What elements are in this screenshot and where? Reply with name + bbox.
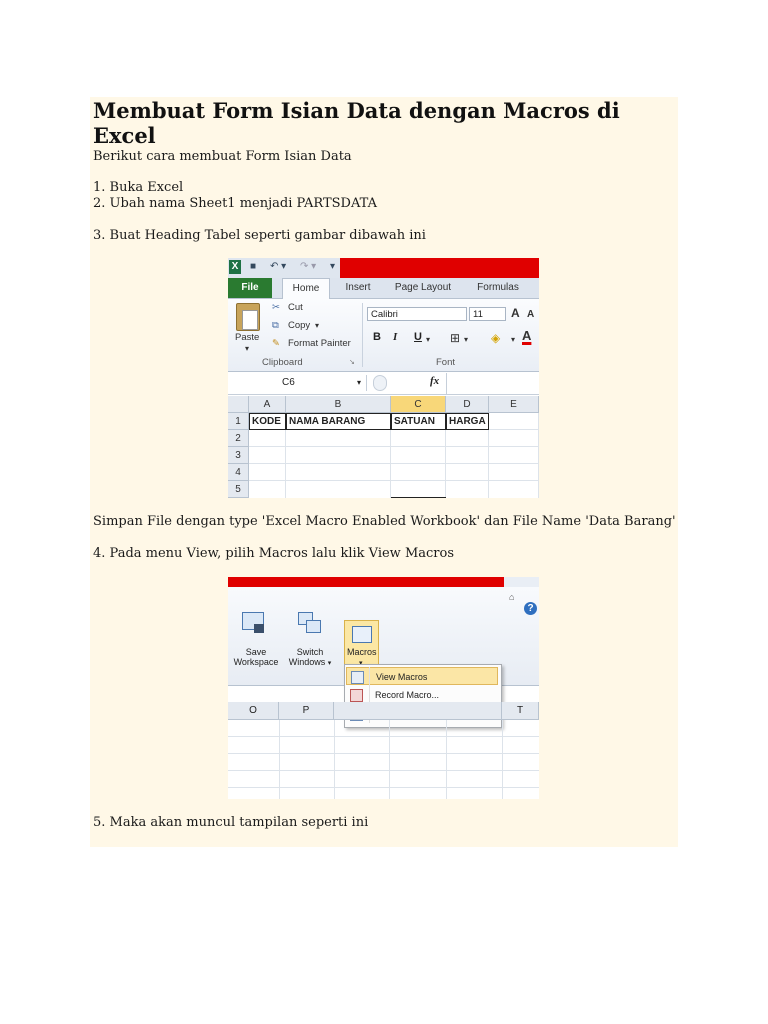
format-painter-icon: ✎ [272, 338, 280, 349]
name-box-dropdown-icon[interactable]: ▾ [357, 378, 362, 387]
bold-button[interactable]: B [373, 331, 381, 343]
title-bar-red [340, 258, 539, 278]
copy-button[interactable]: Copy [288, 320, 311, 331]
tab-insert[interactable]: Insert [345, 282, 371, 293]
gridline [502, 720, 503, 799]
title-bar-red [228, 577, 504, 587]
quick-access-toolbar [228, 258, 539, 278]
cut-button[interactable]: Cut [288, 302, 303, 313]
save-workspace-button[interactable] [228, 647, 284, 667]
save-instruction: Simpan File dengan type 'Excel Macro Enabled Workbook' dan File Name 'Data Barang' [93, 514, 676, 529]
row-header-3[interactable]: 3 [228, 447, 249, 464]
column-a-cells[interactable] [249, 430, 286, 498]
column-header-t[interactable]: T [502, 702, 539, 720]
format-painter-button[interactable]: Format Painter [288, 338, 351, 349]
paste-icon [236, 303, 260, 331]
column-e-cells[interactable] [489, 430, 539, 498]
group-separator [362, 303, 363, 367]
switch-windows-button[interactable] [282, 647, 338, 669]
column-header-hidden[interactable] [334, 702, 502, 720]
borders-icon[interactable]: ⊞ [450, 331, 461, 345]
italic-button[interactable]: I [393, 331, 398, 343]
cell-e1[interactable] [489, 413, 539, 430]
view-macros-icon [351, 671, 364, 684]
copy-icon: ⧉ [272, 320, 279, 331]
font-color-icon[interactable]: A [522, 328, 532, 343]
redo-icon: ↷ ▾ [300, 261, 317, 272]
cell-c1[interactable]: SATUAN [391, 413, 446, 430]
step-5: 5. Maka akan muncul tampilan seperti ini [93, 815, 369, 830]
insert-function-icon[interactable]: fx [430, 375, 440, 387]
excel-logo-icon: X [229, 260, 241, 274]
copy-dropdown-icon[interactable]: ▾ [315, 321, 320, 330]
cell-d1[interactable]: HARGA [446, 413, 489, 430]
sheet-row[interactable] [228, 754, 539, 771]
intro-text: Berikut cara membuat Form Isian Data [93, 149, 352, 164]
view-macros-label: View Macros [376, 672, 428, 682]
font-name-select[interactable]: Calibri [367, 307, 467, 321]
name-box-value: C6 [282, 377, 295, 388]
column-b-cells[interactable] [286, 430, 391, 498]
excel-home-screenshot [228, 258, 539, 498]
paste-dropdown-icon[interactable]: ▾ [245, 344, 250, 353]
step-1: 1. Buka Excel [93, 180, 184, 195]
sheet-row[interactable] [228, 720, 539, 737]
gridline [249, 480, 539, 481]
ribbon-tabs [228, 278, 539, 299]
tab-home[interactable]: Home [282, 278, 330, 300]
cut-icon: ✂ [272, 302, 280, 313]
font-size-select[interactable]: 11 [469, 307, 506, 321]
tab-page-layout[interactable]: Page Layout [394, 282, 452, 293]
record-macro-label: Record Macro... [375, 690, 440, 700]
cell-a1[interactable]: KODE [249, 413, 286, 430]
step-3: 3. Buat Heading Tabel seperti gambar dibawah ini [93, 228, 426, 243]
switch-windows-icon-back [306, 620, 321, 633]
fill-color-icon[interactable]: ◈ [491, 331, 501, 345]
column-header-o[interactable]: O [228, 702, 279, 720]
underline-dropdown-icon[interactable]: ▾ [426, 335, 431, 344]
gridline [279, 720, 280, 799]
sheet-row[interactable] [228, 771, 539, 788]
paste-button[interactable]: Paste [235, 332, 260, 343]
gridline [249, 463, 539, 464]
switch-windows-label: Switch Windows [288, 647, 326, 667]
customize-qat-icon: ▾ [330, 261, 336, 272]
column-header-p[interactable]: P [279, 702, 334, 720]
column-header-d[interactable]: D [446, 396, 489, 413]
shrink-font-icon[interactable]: A [527, 309, 535, 320]
home-ribbon [228, 299, 539, 372]
macros-label: Macros [347, 647, 377, 657]
formula-input-divider [446, 373, 447, 394]
article-title: Membuat Form Isian Data dengan Macros di Excel [93, 98, 620, 148]
step-4: 4. Pada menu View, pilih Macros lalu klik View Macros [93, 546, 454, 561]
minimize-ribbon-icon[interactable]: ⌂ [509, 592, 515, 602]
column-d-cells[interactable] [446, 430, 489, 498]
macros-icon [352, 626, 372, 643]
gridline [389, 720, 390, 799]
window-controls-area [504, 577, 539, 587]
formula-bar [228, 373, 539, 395]
save-disk-icon [254, 624, 264, 633]
formula-bar-handle-icon[interactable] [373, 375, 387, 391]
column-header-a[interactable]: A [249, 396, 286, 413]
record-macro-icon [350, 689, 363, 702]
undo-icon: ↶ ▾ [270, 261, 287, 272]
save-icon: ■ [250, 261, 257, 272]
excel-macros-screenshot [228, 577, 539, 799]
column-header-e[interactable]: E [489, 396, 539, 413]
underline-button[interactable]: U [414, 331, 422, 343]
row-header-4[interactable]: 4 [228, 464, 249, 481]
column-header-c[interactable]: C [391, 396, 446, 413]
tab-formulas[interactable]: Formulas [477, 282, 519, 293]
clipboard-group-label: Clipboard [262, 357, 303, 368]
sheet-row[interactable] [228, 737, 539, 754]
switch-windows-dropdown-icon: ▾ [327, 660, 332, 667]
gridline [446, 720, 447, 799]
cell-b1[interactable]: NAMA BARANG [286, 413, 391, 430]
gridline [249, 446, 539, 447]
borders-dropdown-icon[interactable]: ▾ [464, 335, 469, 344]
tab-file[interactable]: File [228, 278, 272, 298]
help-icon[interactable]: ? [524, 602, 537, 615]
step-2: 2. Ubah nama Sheet1 menjadi PARTSDATA [93, 196, 378, 211]
grow-font-icon[interactable]: A [511, 306, 520, 320]
row-header-1[interactable]: 1 [228, 413, 249, 430]
clipboard-launcher-icon[interactable]: ↘ [349, 359, 355, 366]
column-c-cells[interactable] [391, 430, 446, 498]
name-box[interactable] [228, 375, 367, 391]
gridline [334, 720, 335, 799]
select-all-corner[interactable] [228, 396, 249, 413]
save-workspace-label: Save Workspace [233, 647, 279, 667]
row-header-2[interactable]: 2 [228, 430, 249, 447]
active-cell-c6-border [391, 497, 446, 498]
row-header-5[interactable]: 5 [228, 481, 249, 498]
font-group-label: Font [436, 357, 456, 368]
fill-dropdown-icon[interactable]: ▾ [511, 335, 516, 344]
column-header-b[interactable]: B [286, 396, 391, 413]
